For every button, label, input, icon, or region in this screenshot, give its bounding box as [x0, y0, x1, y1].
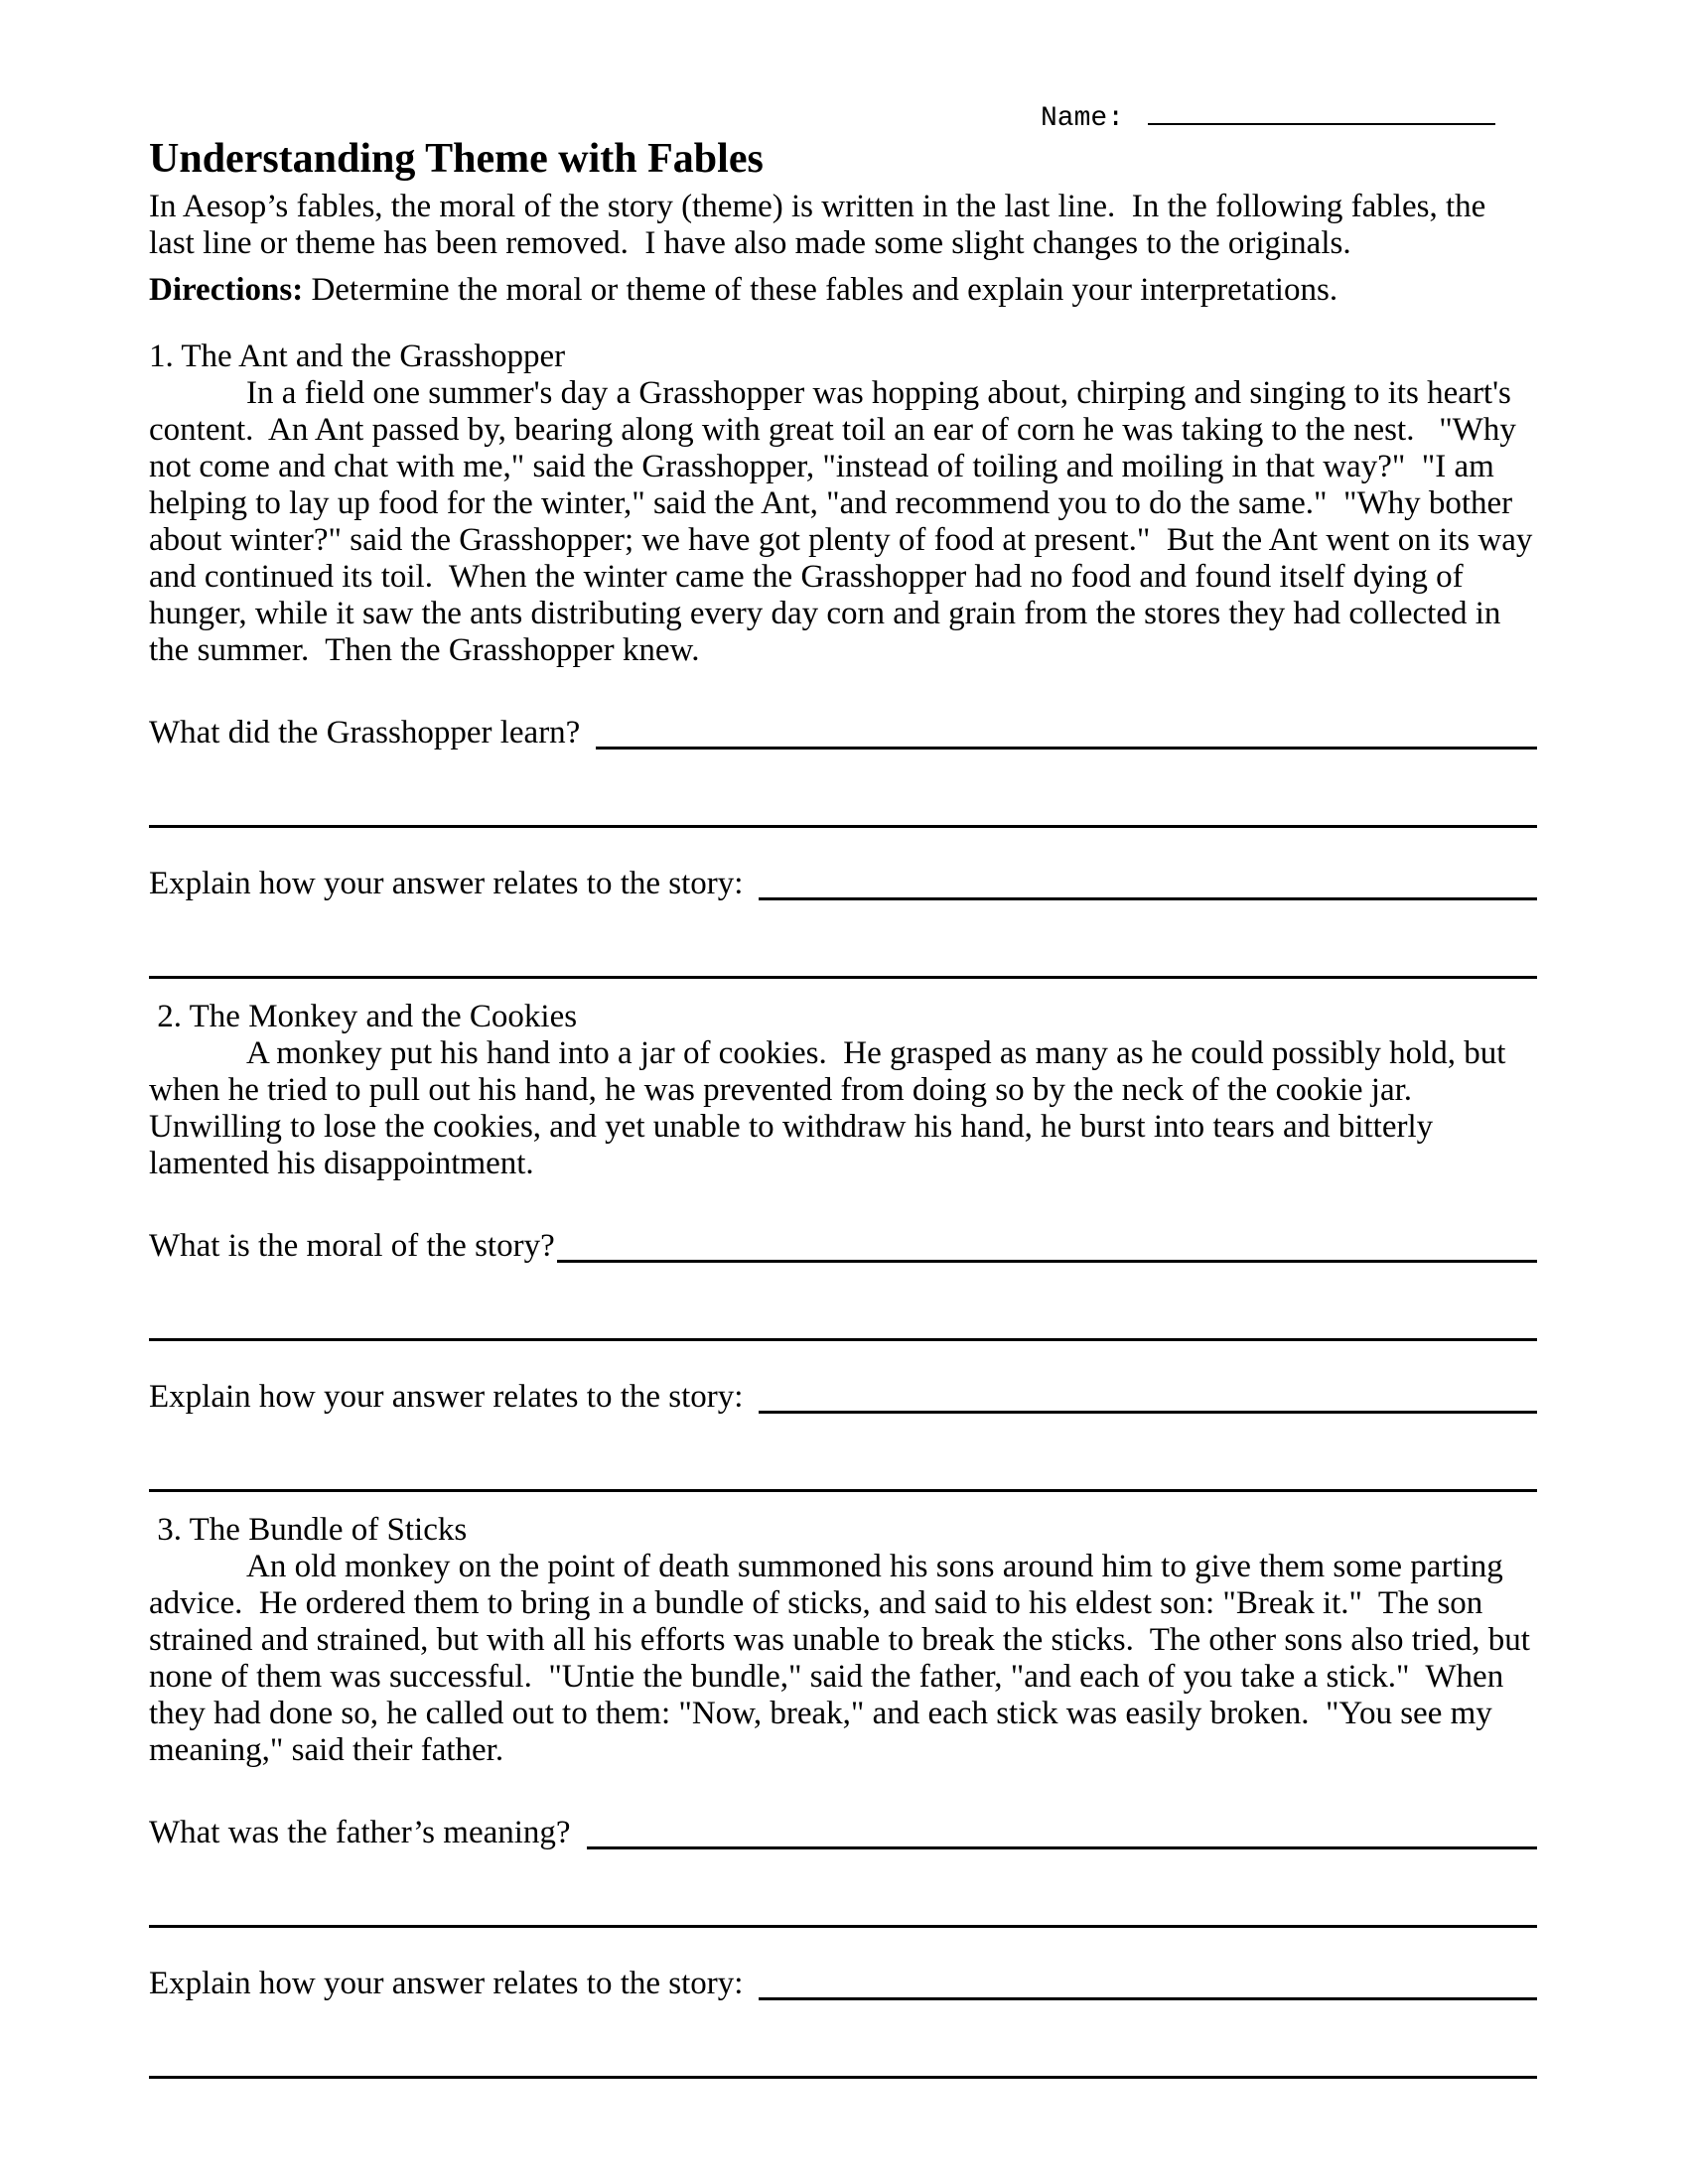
page-title: Understanding Theme with Fables — [149, 136, 764, 182]
explain-write-line[interactable] — [759, 1987, 1537, 2000]
fable-heading: 2. The Monkey and the Cookies — [149, 999, 578, 1034]
fable-section-2 — [149, 999, 1537, 1492]
fable-section-3 — [149, 1512, 1537, 2079]
name-label: Name: — [1041, 103, 1125, 134]
name-input-line[interactable] — [1148, 97, 1495, 125]
answer-rule-line[interactable] — [149, 1925, 1537, 1928]
explain-row — [149, 1379, 1537, 1416]
fable-heading: 3. The Bundle of Sticks — [149, 1512, 468, 1548]
question-row — [149, 1815, 1537, 1851]
fable-body: An old monkey on the point of death summoned his sons around him to give them some parting advice. He ordered them to bring in a bundle of sticks, and said to his eldest son: "Break it." The son strained and strained, but with all his efforts was unable to break the sticks. The other sons also tried, but none of them was successful. "Untie the bundle," said the father, "and each of you take a stick." When they had done so, he called out to them: "Now, break," and each stick was easily broken. "You see my meaning," said their father. — [149, 1549, 1539, 1768]
explain-label: Explain how your answer relates to the story: — [149, 866, 744, 901]
question-row — [149, 715, 1537, 751]
explain-write-line[interactable] — [759, 1401, 1537, 1414]
directions-paragraph — [149, 272, 1537, 309]
question-write-line[interactable] — [596, 737, 1537, 750]
name-field — [1041, 97, 1495, 135]
answer-rule-line[interactable] — [149, 976, 1537, 979]
question-row — [149, 1228, 1537, 1265]
explain-label: Explain how your answer relates to the story: — [149, 1966, 744, 2001]
directions-text: Determine the moral or theme of these fables and explain your interpretations. — [303, 272, 1338, 308]
question-label: What did the Grasshopper learn? — [149, 715, 581, 751]
explain-row — [149, 1966, 1537, 2002]
answer-rule-line[interactable] — [149, 1338, 1537, 1341]
fable-body: A monkey put his hand into a jar of cookies. He grasped as many as he could possibly hold, but when he tried to pull out his hand, he was prevented from doing so by the neck of the cookie jar. Unwilling to lose the cookies, and yet unable to withdraw his hand, he burst into tears and bitterly lamented his disappointment. — [149, 1035, 1514, 1181]
explain-row — [149, 866, 1537, 902]
directions-label: Directions: — [149, 272, 304, 308]
question-write-line[interactable] — [587, 1837, 1537, 1849]
explain-write-line[interactable] — [759, 887, 1537, 900]
question-label: What was the father’s meaning? — [149, 1815, 571, 1850]
answer-rule-line[interactable] — [149, 825, 1537, 828]
intro-paragraph: In Aesop’s fables, the moral of the story (theme) is written in the last line. In the following fables, the last line or theme has been removed. I have also made some slight changes to the originals. — [149, 189, 1494, 261]
fable-section-1 — [149, 339, 1541, 979]
question-label: What is the moral of the story? — [149, 1228, 555, 1264]
fable-heading: 1. The Ant and the Grasshopper — [149, 339, 566, 374]
explain-label: Explain how your answer relates to the story: — [149, 1379, 744, 1415]
fable-body: In a field one summer's day a Grasshopper was hopping about, chirping and singing to its heart's content. An Ant passed by, bearing along with great toil an ear of corn he was taking to the nest. "Why not come and chat with me," said the Grasshopper, "instead of toiling and moiling in that way?" "I am helping to lay up food for the winter," said the Ant, "and recommend you to do the same." "Why bother about winter?" said the Grasshopper; we have got plenty of food at present." But the Ant went on its way and continued its toil. When the winter came the Grasshopper had no food and found itself dying of hunger, while it saw the ants distributing every day corn and grain from the stores they had collected in the summer. Then the Grasshopper knew. — [149, 375, 1541, 668]
question-write-line[interactable] — [557, 1250, 1537, 1263]
answer-rule-line[interactable] — [149, 1489, 1537, 1492]
answer-rule-line[interactable] — [149, 2076, 1537, 2079]
